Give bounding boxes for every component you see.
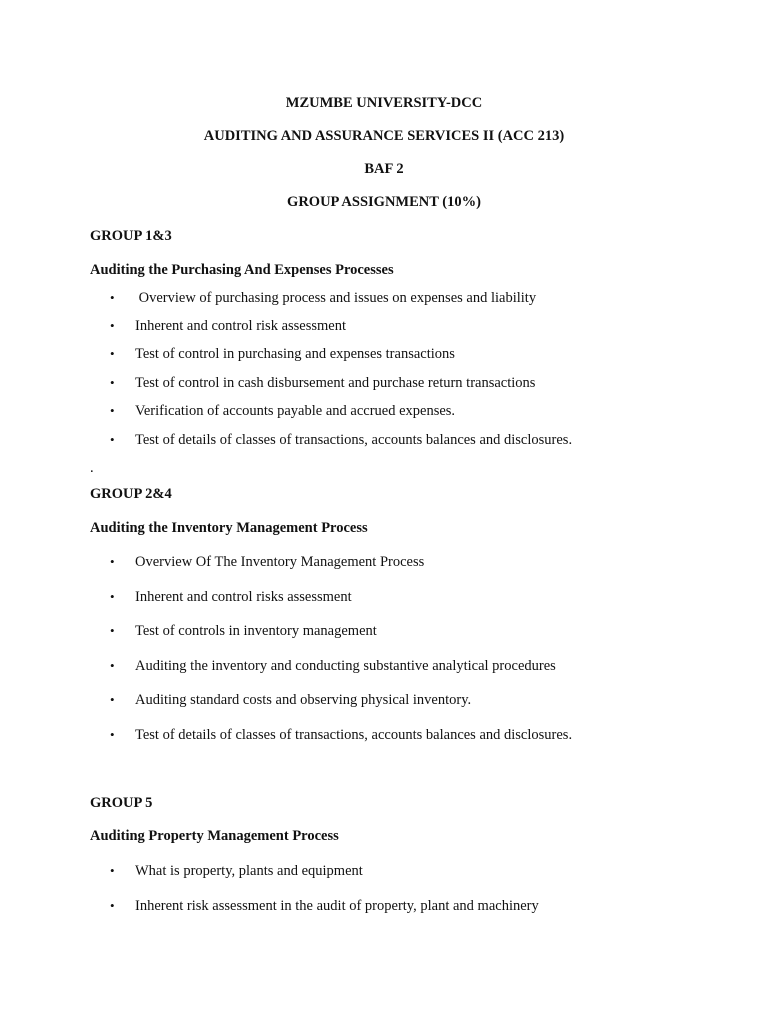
list-item: [110, 317, 346, 335]
course-title: AUDITING AND ASSURANCE SERVICES II (ACC 213): [203, 128, 565, 144]
list-item-text: Test of details of classes of transactions, accounts balances and disclosures.: [135, 432, 573, 448]
list-item-text: Inherent and control risks assessment: [135, 589, 352, 605]
group-heading: GROUP 1&3: [90, 228, 172, 244]
program-title: BAF 2: [364, 161, 404, 177]
bullet-icon: •: [110, 692, 115, 707]
list-item: [110, 657, 556, 675]
list-item-text: Overview of purchasing process and issues on expenses and liability: [135, 290, 537, 306]
bullet-icon: •: [110, 554, 115, 569]
list-item: [110, 402, 455, 420]
bullet-icon: •: [110, 658, 115, 673]
list-item: [110, 622, 377, 640]
list-item: [110, 726, 572, 744]
list-item: [110, 289, 536, 307]
list-item: [110, 345, 455, 363]
bullet-icon: •: [110, 432, 115, 447]
group-heading: GROUP 2&4: [90, 486, 172, 502]
bullet-icon: •: [110, 863, 115, 878]
list-item-text: Auditing standard costs and observing physical inventory.: [135, 692, 472, 708]
university-title: MZUMBE UNIVERSITY-DCC: [285, 95, 483, 111]
list-item: [110, 553, 424, 571]
list-item-text: Test of control in purchasing and expenses transactions: [135, 346, 455, 362]
bullet-icon: •: [110, 589, 115, 604]
bullet-icon: •: [110, 623, 115, 638]
bullet-icon: •: [110, 403, 115, 418]
list-item-text: Inherent and control risk assessment: [135, 318, 347, 334]
list-item-text: What is property, plants and equipment: [135, 863, 363, 879]
list-item: [110, 588, 352, 606]
list-item-text: Verification of accounts payable and accrued expenses.: [135, 403, 456, 419]
list-item: [110, 431, 572, 449]
list-item-text: Overview Of The Inventory Management Process: [135, 554, 425, 570]
list-item: [110, 862, 363, 880]
group-topic: Auditing the Purchasing And Expenses Processes: [90, 262, 394, 278]
list-item-text: Inherent risk assessment in the audit of property, plant and machinery: [135, 898, 539, 914]
bullet-icon: •: [110, 346, 115, 361]
list-item: [110, 897, 539, 915]
list-item-text: Test of control in cash disbursement and purchase return transactions: [135, 375, 536, 391]
group-topic: Auditing Property Management Process: [90, 828, 339, 844]
list-item-text: Auditing the inventory and conducting substantive analytical procedures: [135, 658, 556, 674]
bullet-icon: •: [110, 290, 115, 305]
list-item-text: Test of controls in inventory management: [135, 623, 377, 639]
list-item-text: Test of details of classes of transactions, accounts balances and disclosures.: [135, 727, 573, 743]
bullet-icon: •: [110, 727, 115, 742]
group-topic: Auditing the Inventory Management Process: [90, 520, 368, 536]
stray-period: .: [90, 460, 94, 476]
assignment-title: GROUP ASSIGNMENT (10%): [287, 194, 481, 210]
list-item: [110, 691, 471, 709]
bullet-icon: •: [110, 898, 115, 913]
group-heading: GROUP 5: [90, 795, 153, 811]
list-item: [110, 374, 535, 392]
bullet-icon: •: [110, 318, 115, 333]
bullet-icon: •: [110, 375, 115, 390]
